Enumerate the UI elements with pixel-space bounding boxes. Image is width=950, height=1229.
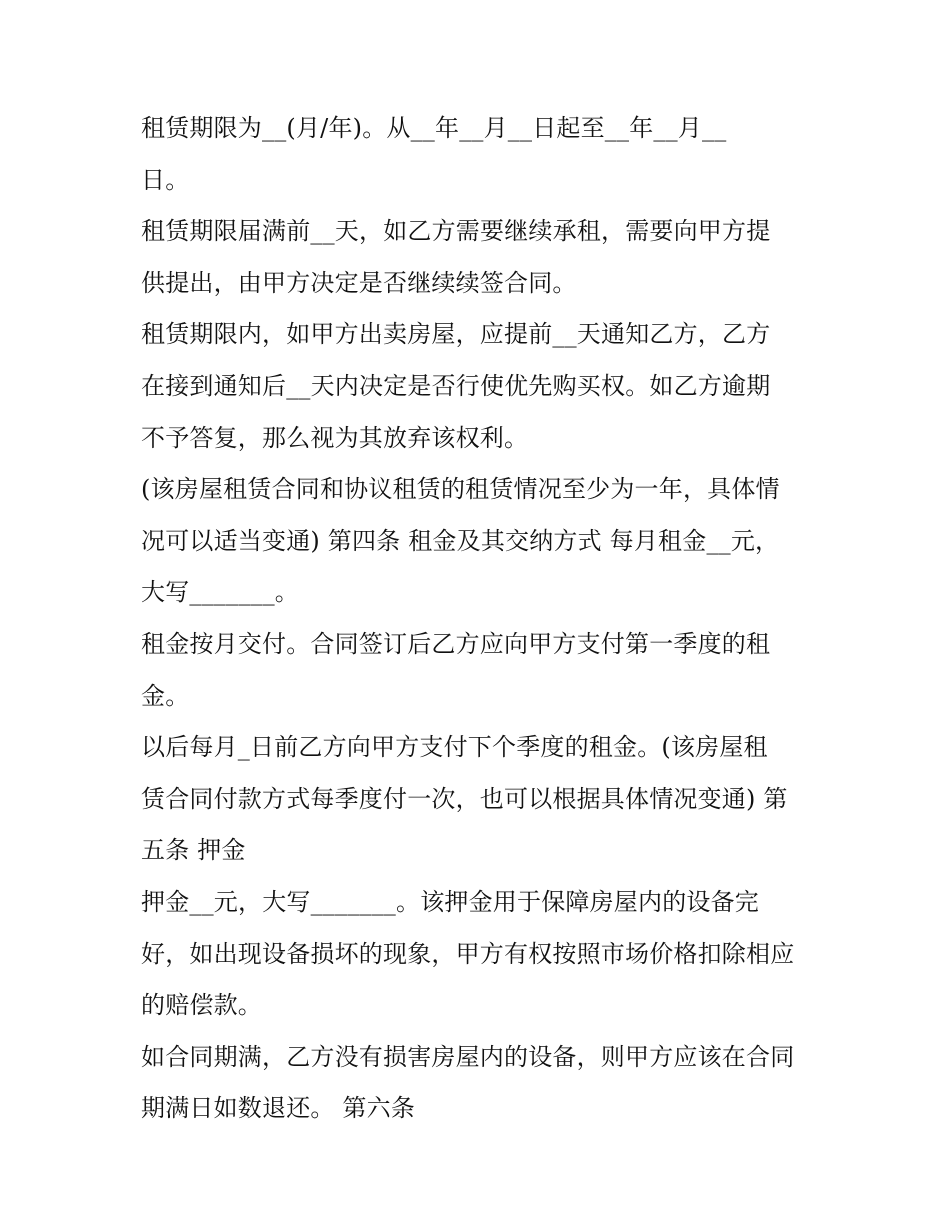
text-line: 好，如出现设备损坏的现象，甲方有权按照市场价格扣除相应 <box>141 939 795 968</box>
text-line: 租赁期限为__(月/年)。从__年__月__日起至__年__月__ <box>141 114 727 142</box>
text-line: 供提出，由甲方决定是否继续续签合同。 <box>141 268 577 297</box>
text-line: 租赁期限届满前__天，如乙方需要继续承租，需要向甲方提 <box>141 217 771 246</box>
text-line: 的赔偿款。 <box>141 991 262 1020</box>
text-line: 如合同期满，乙方没有损害房屋内的设备，则甲方应该在合同 <box>141 1042 795 1071</box>
text-line: 五条 押金 <box>141 836 246 865</box>
text-line: 租金按月交付。合同签订后乙方应向甲方支付第一季度的租 <box>141 629 771 658</box>
text-line: 期满日如数退还。 第六条 <box>141 1094 416 1123</box>
text-line: 租赁期限内，如甲方出卖房屋，应提前__天通知乙方，乙方 <box>141 320 771 349</box>
text-line: 金。 <box>141 681 190 710</box>
text-line: 以后每月_日前乙方向甲方支付下个季度的租金。(该房屋租 <box>141 733 768 762</box>
text-line: 日。 <box>141 165 190 194</box>
text-line: 赁合同付款方式每季度付一次，也可以根据具体情况变通) 第 <box>141 784 788 813</box>
text-line: 大写_______。 <box>141 578 299 607</box>
text-line: 不予答复，那么视为其放弃该权利。 <box>141 423 529 452</box>
text-line: 况可以适当变通) 第四条 租金及其交纳方式 每月租金__元， <box>141 526 780 555</box>
text-line: 在接到通知后__天内决定是否行使优先购买权。如乙方逾期 <box>141 371 771 400</box>
text-line: (该房屋租赁合同和协议租赁的租赁情况至少为一年，具体情 <box>141 475 780 504</box>
text-line: 押金__元，大写_______。该押金用于保障房屋内的设备完 <box>141 887 759 916</box>
contract-text-body <box>141 103 831 1135</box>
